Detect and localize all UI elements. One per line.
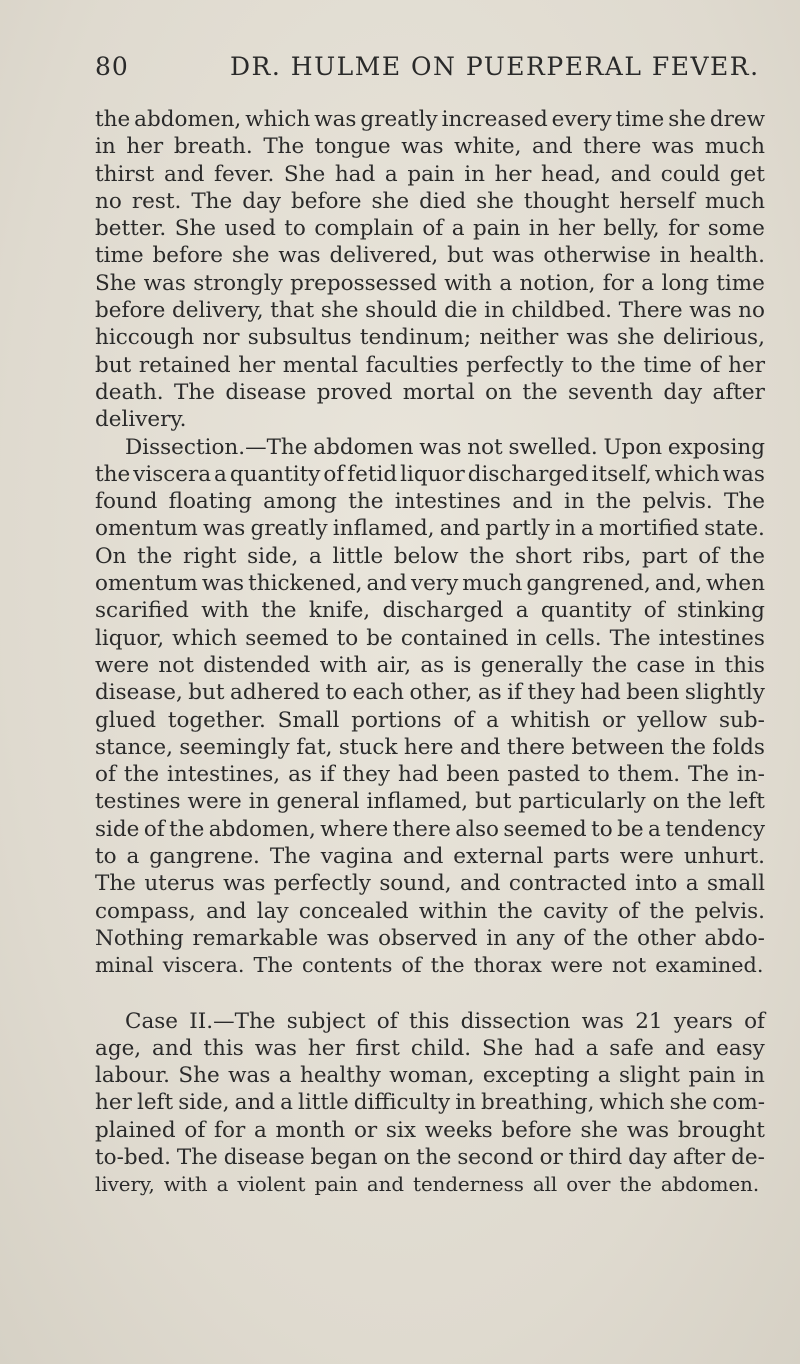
text-line: compass, and lay concealed within the cavity of the pelvis. [95, 898, 765, 924]
body-text [95, 106, 765, 1199]
page-header [0, 52, 800, 92]
text-line: to-bed. The disease began on the second or third day after de- [95, 1144, 765, 1170]
text-line: omentum was thickened, and very much gangrened, and, when [95, 571, 765, 597]
text-line: of the intestines, as if they had been pasted to them. The in- [95, 762, 765, 788]
text-line: On the right side, a little below the short ribs, part of the [95, 543, 765, 569]
text-line: time before she was delivered, but was otherwise in health. [95, 243, 765, 269]
text-line: side of the abdomen, where there also seemed to be a tendency [95, 816, 765, 842]
text-line: Case II.—The subject of this dissection was 21 years of [125, 1008, 765, 1034]
text-line: She was strongly prepossessed with a notion, for a long time [95, 270, 765, 296]
text-line: her left side, and a little difficulty in breathing, which she com- [95, 1090, 765, 1116]
text-line: plained of for a month or six weeks before she was brought [95, 1117, 765, 1143]
paragraph [95, 434, 765, 980]
text-line: in her breath. The tongue was white, and there was much [95, 134, 765, 160]
text-line: labour. She was a healthy woman, excepting a slight pain in [95, 1063, 765, 1089]
running-head: DR. HULME ON PUERPERAL FEVER. [230, 52, 760, 81]
text-line: disease, but adhered to each other, as if they had been slightly [95, 680, 765, 706]
text-line: liquor, which seemed to be contained in cells. The intestines [95, 625, 765, 651]
text-line: no rest. The day before she died she thought herself much [95, 188, 765, 214]
text-line: thirst and fever. She had a pain in her head, and could get [95, 161, 765, 187]
text-line: Dissection.—The abdomen was not swelled. Upon exposing [125, 434, 765, 460]
text-line: Nothing remarkable was observed in any of the other abdo- [95, 925, 765, 951]
paragraph-gap [95, 980, 765, 1008]
text-line: age, and this was her first child. She had a safe and easy [95, 1035, 765, 1061]
text-line: glued together. Small portions of a whitish or yellow sub- [95, 707, 765, 733]
text-line: hiccough nor subsultus tendinum; neither was she delirious, [95, 325, 765, 351]
text-line: to a gangrene. The vagina and external parts were unhurt. [95, 844, 765, 870]
text-line: stance, seemingly fat, stuck here and there between the folds [95, 734, 765, 760]
text-line: minal viscera. The contents of the thorax were not examined. [95, 953, 764, 978]
text-line: death. The disease proved mortal on the seventh day after [95, 379, 765, 405]
text-line: testines were in general inflamed, but particularly on the left [95, 789, 765, 815]
text-line: livery, with a violent pain and tenderness all over the abdomen. [95, 1173, 760, 1197]
text-line: delivery. [95, 407, 187, 433]
text-line: better. She used to complain of a pain in her belly, for some [95, 216, 765, 242]
text-line: but retained her mental faculties perfectly to the time of her [95, 352, 765, 378]
text-line: the viscera a quantity of fetid liquor discharged itself, which was [95, 461, 765, 487]
text-line: the abdomen, which was greatly increased every time she drew [95, 107, 765, 132]
paragraph [95, 1008, 765, 1199]
text-line: scarified with the knife, discharged a quantity of stinking [95, 598, 765, 624]
page-number: 80 [95, 52, 129, 81]
text-line: omentum was greatly inflamed, and partly in a mortified state. [95, 516, 765, 542]
text-line: were not distended with air, as is generally the case in this [95, 652, 765, 678]
text-line: before delivery, that she should die in childbed. There was no [95, 298, 765, 324]
paragraph [95, 106, 765, 434]
text-line: The uterus was perfectly sound, and contracted into a small [95, 871, 765, 897]
text-line: found floating among the intestines and in the pelvis. The [95, 489, 765, 515]
